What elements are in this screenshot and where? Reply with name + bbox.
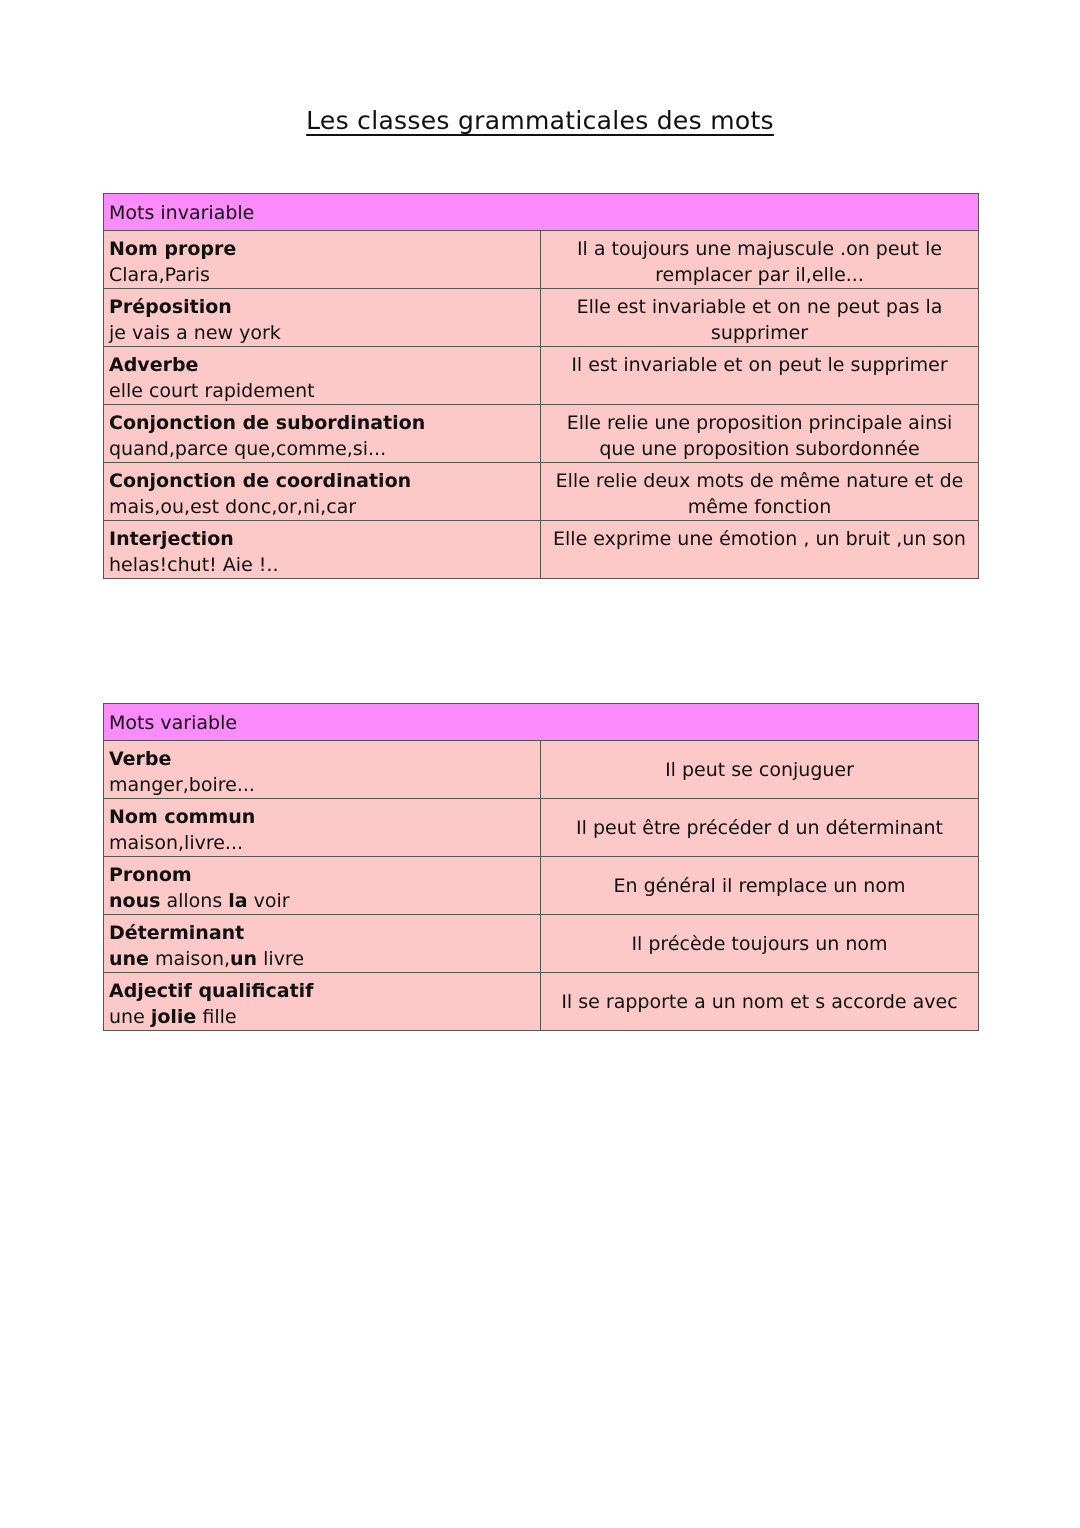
example-text: manger,boire... (109, 774, 255, 796)
example-part: une (109, 1006, 151, 1028)
table-row (104, 405, 979, 463)
term-cell (104, 741, 541, 799)
term-cell (104, 915, 541, 973)
table-row (104, 915, 979, 973)
example-part: livre (257, 948, 305, 970)
table-header-row (104, 704, 979, 741)
variable-words-table (103, 703, 979, 1031)
term-label: Adverbe (109, 354, 199, 376)
example-part: voir (247, 890, 290, 912)
table-header: Mots variable (104, 704, 979, 741)
example-text: mais,ou,est donc,or,ni,car (109, 496, 357, 518)
example-part: fille (196, 1006, 237, 1028)
example-text (109, 1006, 237, 1028)
definition-cell: Il se rapporte a un nom et s accorde avec (541, 973, 979, 1031)
definition-cell: Elle est invariable et on ne peut pas la supprimer (541, 289, 979, 347)
definition-cell: Il est invariable et on peut le supprimer (541, 347, 979, 405)
term-cell (104, 857, 541, 915)
example-text (109, 948, 304, 970)
term-cell (104, 521, 541, 579)
example-text (109, 890, 290, 912)
term-cell (104, 405, 541, 463)
definition-cell: Elle relie une proposition principale ainsi que une proposition subordonnée (541, 405, 979, 463)
definition-cell: Elle exprime une émotion , un bruit ,un son (541, 521, 979, 579)
term-label: Adjectif qualificatif (109, 980, 314, 1002)
example-bold: la (228, 890, 248, 912)
definition-cell: Elle relie deux mots de même nature et de même fonction (541, 463, 979, 521)
definition-cell: Il peut se conjuguer (541, 741, 979, 799)
term-label: Conjonction de subordination (109, 412, 426, 434)
example-text: helas!chut! Aie !.. (109, 554, 279, 576)
term-label: Nom commun (109, 806, 256, 828)
definition-cell: En général il remplace un nom (541, 857, 979, 915)
example-bold: une (109, 948, 149, 970)
term-label: Conjonction de coordination (109, 470, 412, 492)
table-row (104, 741, 979, 799)
term-cell (104, 799, 541, 857)
table-row (104, 973, 979, 1031)
term-label: Verbe (109, 748, 172, 770)
table-header-row (104, 194, 979, 231)
table-row (104, 521, 979, 579)
term-label: Nom propre (109, 238, 237, 260)
invariable-words-table (103, 193, 979, 579)
term-cell (104, 463, 541, 521)
page-title (0, 104, 1080, 138)
definition-cell: Il précède toujours un nom (541, 915, 979, 973)
term-label: Déterminant (109, 922, 245, 944)
term-cell (104, 231, 541, 289)
table-row (104, 799, 979, 857)
term-cell (104, 289, 541, 347)
example-text: quand,parce que,comme,si... (109, 438, 387, 460)
table-header: Mots invariable (104, 194, 979, 231)
example-bold: un (230, 948, 258, 970)
table-row (104, 857, 979, 915)
definition-cell: Il peut être précéder d un déterminant (541, 799, 979, 857)
table-row (104, 347, 979, 405)
term-cell (104, 973, 541, 1031)
example-bold: nous (109, 890, 161, 912)
term-label: Préposition (109, 296, 232, 318)
term-label: Interjection (109, 528, 234, 550)
example-text: je vais a new york (109, 322, 281, 344)
page-title-text: Les classes grammaticales des mots (306, 106, 774, 135)
example-text: elle court rapidement (109, 380, 315, 402)
term-label: Pronom (109, 864, 192, 886)
table-row (104, 289, 979, 347)
term-cell (104, 347, 541, 405)
example-bold: jolie (150, 1006, 197, 1028)
example-text: maison,livre... (109, 832, 244, 854)
table-row (104, 231, 979, 289)
definition-cell: Il a toujours une majuscule .on peut le remplacer par il,elle... (541, 231, 979, 289)
example-part: allons (160, 890, 229, 912)
example-text: Clara,Paris (109, 264, 210, 286)
table-row (104, 463, 979, 521)
example-part: maison, (148, 948, 231, 970)
